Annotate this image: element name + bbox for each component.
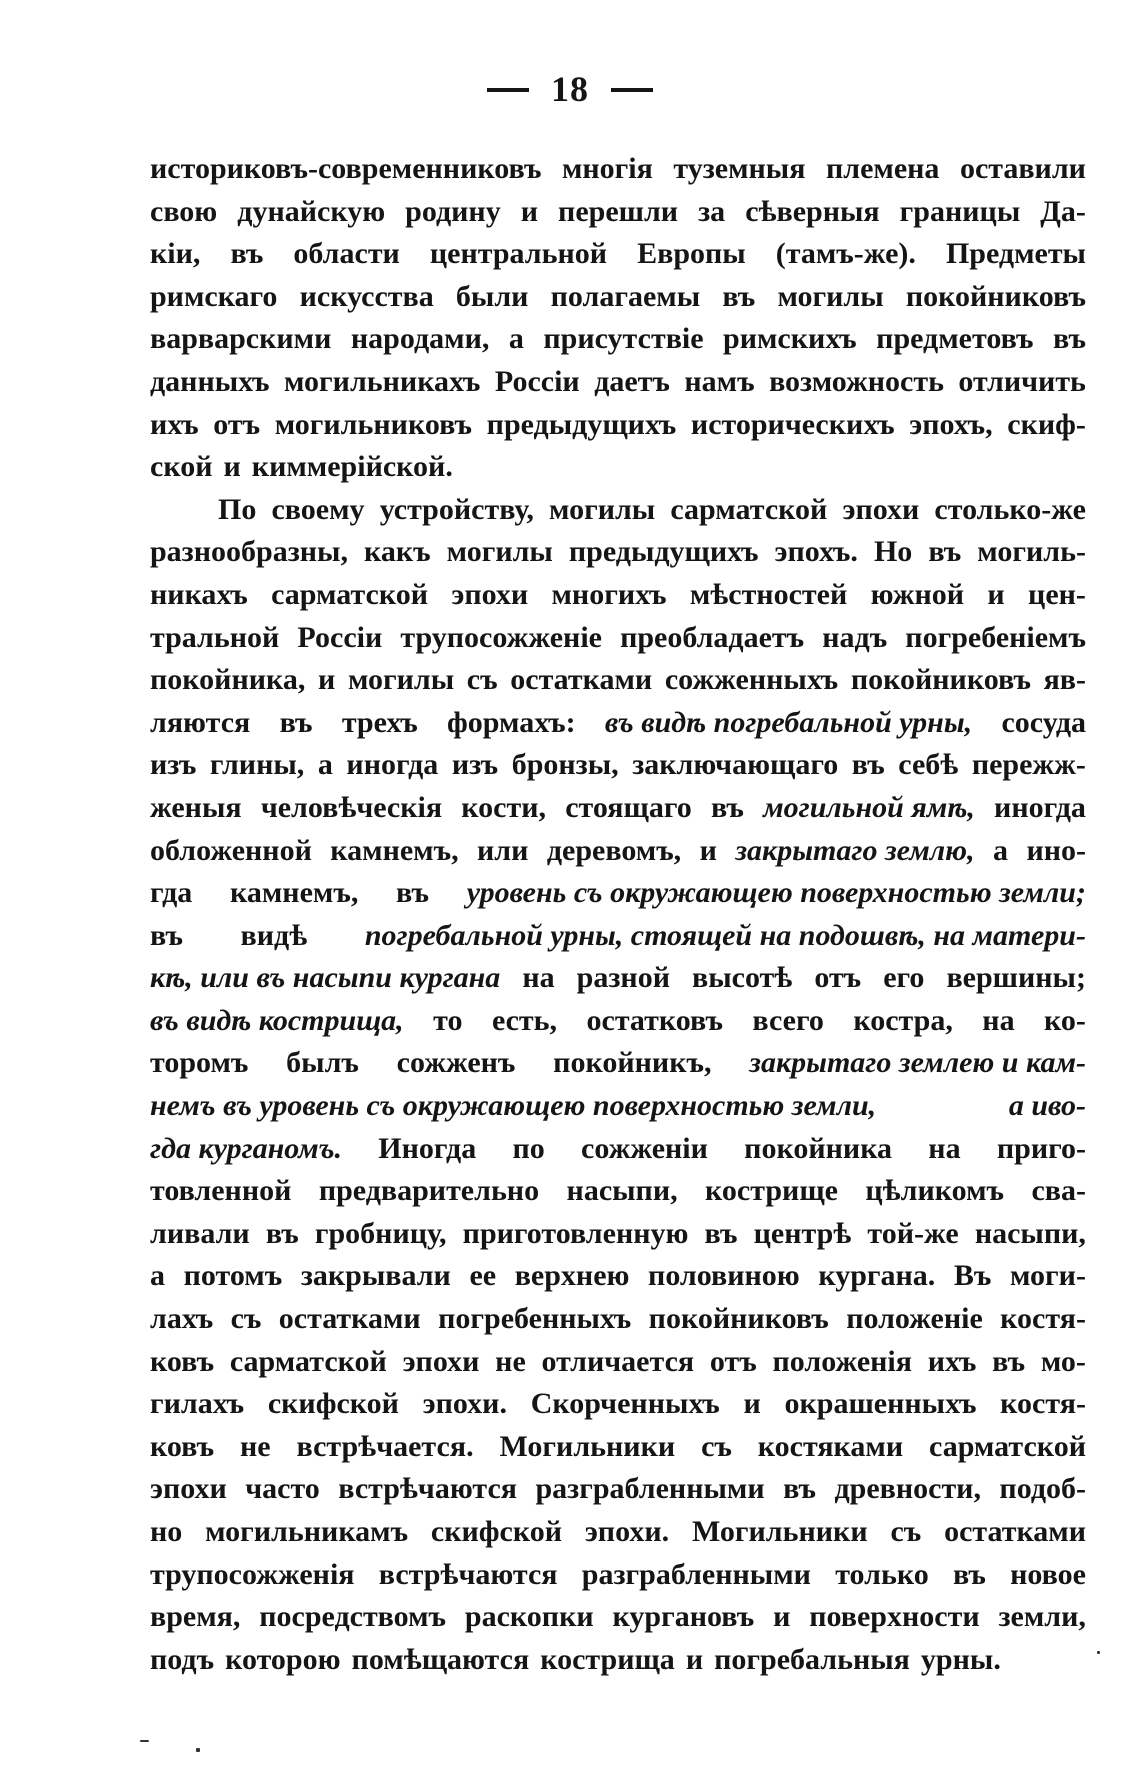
word: а: [993, 833, 1009, 867]
word: ской: [150, 450, 213, 484]
scan-speck: [1097, 1651, 1100, 1654]
italic-phrase: закрытаго землею и кам-: [749, 1046, 1086, 1080]
text-line: [150, 1639, 1086, 1682]
word: отъ: [709, 1344, 757, 1378]
text-line: [150, 1042, 1086, 1085]
word: намъ: [684, 364, 755, 398]
word: всего: [752, 1003, 824, 1037]
word: и: [520, 194, 539, 228]
word: были: [455, 279, 529, 313]
word: отличить: [958, 364, 1086, 398]
text-line: [150, 1511, 1086, 1554]
text-line: [150, 1383, 1086, 1426]
word: покойниковъ: [850, 663, 1031, 697]
text-line: [150, 659, 1086, 702]
word: преобладаетъ: [620, 620, 805, 654]
text-line: [150, 1341, 1086, 1384]
text-line: [150, 1468, 1086, 1511]
word: остатками: [510, 663, 653, 697]
word: сожженіи: [581, 1131, 708, 1165]
word: только: [835, 1557, 929, 1591]
word: торомъ: [150, 1046, 249, 1080]
word: данныхъ: [150, 364, 270, 398]
word: бронзы,: [511, 748, 619, 782]
word: могильникахъ: [284, 364, 481, 398]
word: на: [522, 961, 555, 995]
word: даетъ: [594, 364, 670, 398]
word: видѣ: [240, 918, 308, 952]
word: никахъ: [150, 577, 248, 611]
word: урны.: [920, 1642, 1001, 1676]
text-line: [150, 1000, 1086, 1043]
italic-phrase: закрытаго землю,: [735, 833, 975, 867]
text-line: [150, 1426, 1086, 1469]
word: костра,: [853, 1003, 953, 1037]
word: могиль-: [977, 535, 1086, 569]
word: полагаемы: [550, 279, 701, 313]
word: древности,: [834, 1472, 981, 1506]
word: кургановъ: [612, 1600, 755, 1634]
word: погребеніемъ: [905, 620, 1086, 654]
word: съ: [701, 1429, 732, 1463]
word: перешли: [558, 194, 679, 228]
word: эпохи.: [422, 1387, 507, 1421]
word: надъ: [822, 620, 888, 654]
word: человѣческія: [260, 790, 443, 824]
word: есть,: [491, 1003, 558, 1037]
word: сарматской: [271, 577, 429, 611]
text-line: [150, 318, 1086, 361]
word: насыпи,: [974, 1216, 1086, 1250]
text-line: [150, 404, 1086, 447]
word: эпохъ,: [909, 407, 993, 441]
word: варварскими: [150, 322, 332, 356]
word: ихъ: [150, 407, 199, 441]
word: деревомъ,: [546, 833, 682, 867]
word: въ: [1053, 322, 1086, 356]
text-line: [150, 830, 1086, 873]
word: эпохи: [451, 577, 529, 611]
word: По: [218, 492, 257, 526]
word: ино-: [1026, 833, 1086, 867]
word: подоб-: [999, 1472, 1086, 1506]
word: многихъ: [551, 577, 667, 611]
word: сарматской: [229, 1344, 387, 1378]
word: положенія: [772, 1344, 912, 1378]
word: ляются: [150, 705, 251, 739]
word: племена: [825, 152, 940, 185]
word: съ: [230, 1302, 262, 1336]
italic-phrase: погребальной урны, стоящей на подошвѣ, на матери-: [364, 918, 1086, 952]
word: мо-: [1040, 1344, 1086, 1378]
text-line: [150, 617, 1086, 660]
word: родину: [405, 194, 501, 228]
word: ее: [469, 1259, 497, 1293]
word: предыдущихъ: [486, 407, 677, 441]
word: и: [685, 1642, 704, 1676]
word: центральной: [429, 237, 608, 271]
text-line: [150, 1298, 1086, 1341]
word: разграбленными: [535, 1472, 765, 1506]
word: Въ: [953, 1259, 992, 1293]
word: остатками: [278, 1302, 421, 1336]
word: (тамъ-же).: [775, 237, 916, 271]
word: сѣверныя: [745, 194, 880, 228]
text-line: [150, 1213, 1086, 1256]
word: разной: [576, 961, 670, 995]
word: Да-: [1040, 194, 1086, 228]
word: часто: [245, 1472, 320, 1506]
word: какъ: [364, 535, 431, 569]
word: гилахъ: [150, 1387, 245, 1421]
text-line: [150, 1128, 1086, 1171]
word: встрѣчаются: [378, 1557, 558, 1591]
word: въ: [710, 790, 744, 824]
word: камнемъ,: [330, 833, 459, 867]
word: костя-: [1000, 1302, 1086, 1336]
word: Предметы: [945, 237, 1086, 271]
text-line: [150, 148, 1086, 191]
word: трехъ: [341, 705, 418, 739]
word: за: [698, 194, 726, 228]
word: Россіи: [494, 364, 580, 398]
word: римскихъ: [723, 322, 857, 356]
italic-phrase: могильной ямѣ,: [763, 790, 975, 824]
text-line: [150, 957, 1086, 1000]
word: могилы: [549, 492, 656, 526]
word: подъ: [150, 1642, 215, 1676]
word: Но: [873, 535, 913, 569]
word: той-же: [867, 1216, 959, 1250]
word: разнообразны,: [150, 535, 348, 569]
word: камнемъ,: [230, 876, 359, 910]
text-line: [150, 191, 1086, 234]
word: встрѣчается.: [296, 1429, 474, 1463]
word: но: [150, 1515, 183, 1548]
text-line: [150, 446, 1086, 489]
word: могилы: [446, 535, 553, 569]
word: по: [512, 1131, 545, 1165]
text-line: [150, 489, 1086, 532]
word: цѣликомъ: [865, 1174, 1005, 1208]
word: приго-: [996, 1131, 1086, 1165]
word: предметовъ: [876, 322, 1034, 356]
word: а: [508, 322, 524, 356]
word: себѣ: [898, 748, 959, 782]
word: въ: [928, 535, 962, 569]
word: дунайскую: [237, 194, 386, 228]
word: въ: [992, 1344, 1026, 1378]
word: эпохи: [842, 492, 920, 526]
word: тральной: [150, 620, 280, 654]
word: покойника,: [150, 663, 306, 697]
word: ко-: [1044, 1003, 1086, 1037]
word: кости,: [461, 790, 547, 824]
word: а: [150, 1259, 165, 1293]
scan-speck: [140, 1740, 149, 1742]
word: цен-: [1028, 577, 1086, 611]
word: Россіи: [297, 620, 383, 654]
word: историческихъ: [690, 407, 895, 441]
word: половиною: [648, 1259, 800, 1293]
text-line: [150, 574, 1086, 617]
word: отъ: [814, 961, 862, 995]
word: а: [317, 748, 333, 782]
text-line: [150, 872, 1086, 915]
word: покойниковъ: [905, 279, 1086, 313]
word: покойниковъ: [648, 1302, 829, 1336]
word: вершины;: [946, 961, 1086, 995]
text-line: [150, 787, 1086, 830]
word: центрѣ: [753, 1216, 852, 1250]
word: окрашенныхъ: [784, 1387, 977, 1421]
word: потомъ: [183, 1259, 283, 1293]
word: оставили: [959, 152, 1086, 185]
word: сва-: [1031, 1174, 1086, 1208]
word: въ: [851, 748, 885, 782]
word: своему: [271, 492, 365, 526]
word: погребальныя: [714, 1642, 910, 1676]
word: товленной: [150, 1174, 292, 1208]
word: иногда: [346, 748, 439, 782]
word: костя-: [1000, 1387, 1086, 1421]
text-line: [150, 361, 1086, 404]
word: скифской: [430, 1515, 563, 1548]
word: разграбленными: [581, 1557, 811, 1591]
word: могильникамъ: [205, 1515, 409, 1548]
word: границы: [899, 194, 1021, 228]
word: костяками: [757, 1429, 904, 1463]
word: раскопки: [464, 1600, 594, 1634]
word: сожженныхъ: [664, 663, 839, 697]
word: обложенной: [150, 833, 312, 867]
word: глины,: [209, 748, 305, 782]
word: области: [293, 237, 400, 271]
word: отъ: [213, 407, 261, 441]
word: покойника: [744, 1131, 893, 1165]
word: Скорченныхъ: [530, 1387, 720, 1421]
text-line: [150, 744, 1086, 787]
italic-phrase: въ видѣ погребальной урны,: [604, 705, 973, 739]
word: могилы: [347, 663, 455, 697]
word: гда: [150, 876, 193, 910]
word: и: [773, 1600, 791, 1634]
word: въ: [783, 1472, 817, 1506]
text-line: [150, 915, 1086, 958]
word: остатковъ: [586, 1003, 723, 1037]
word: на: [928, 1131, 961, 1165]
word: и: [987, 577, 1005, 611]
word: гробницу,: [314, 1216, 447, 1250]
word: поверхности: [809, 1600, 980, 1634]
word: ковъ: [150, 1429, 215, 1463]
text-line: [150, 1085, 1086, 1128]
word: предыдущихъ: [568, 535, 759, 569]
word: приготовленную: [462, 1216, 689, 1250]
italic-phrase: уровень съ окружающею поверхностью земли;: [466, 876, 1086, 910]
word: эпохи: [150, 1472, 227, 1506]
word: многія: [561, 152, 653, 185]
word: киммерійской.: [251, 450, 453, 484]
word: или: [477, 833, 529, 867]
text-line: [150, 1255, 1086, 1298]
italic-phrase: кѣ, или въ насыпи кургана: [150, 961, 501, 995]
word: ливали: [150, 1216, 250, 1250]
word: въ: [952, 1557, 986, 1591]
word: могилы: [777, 279, 884, 313]
word: Европы: [637, 237, 746, 271]
word: земли,: [998, 1600, 1086, 1634]
word: лахъ: [150, 1302, 214, 1336]
italic-phrase: а иво-: [1008, 1089, 1086, 1123]
word: присутствіе: [543, 322, 704, 356]
word: историковъ-современниковъ: [150, 152, 542, 185]
word: скиф-: [1007, 407, 1086, 441]
italic-phrase: въ видѣ кострища,: [150, 1003, 404, 1037]
word: помѣщаются: [351, 1642, 530, 1676]
text-line: [150, 1170, 1086, 1213]
word: изъ: [451, 748, 499, 782]
word: эпохи.: [584, 1515, 670, 1548]
word: изъ: [150, 748, 197, 782]
word: кострище: [705, 1174, 838, 1208]
word: Могильники: [499, 1429, 676, 1463]
text-line: [150, 276, 1086, 319]
word: и: [223, 450, 241, 484]
text-line: [150, 531, 1086, 574]
italic-phrase: гда курганомъ.: [150, 1131, 343, 1165]
word: пережж-: [971, 748, 1086, 782]
word: которою: [225, 1642, 341, 1676]
word: остатками: [944, 1515, 1086, 1548]
word: мѣстностей: [689, 577, 848, 611]
word: покойникъ,: [553, 1046, 712, 1080]
word: въ: [396, 876, 429, 910]
word: на: [982, 1003, 1015, 1037]
word: и: [699, 833, 717, 867]
word: устройству,: [379, 492, 534, 526]
word: Иногда: [378, 1131, 477, 1165]
word: ковъ: [150, 1344, 215, 1378]
word: отличается: [541, 1344, 695, 1378]
word: столько-же: [934, 492, 1086, 526]
word: не: [240, 1429, 271, 1463]
page-number: [0, 68, 1140, 110]
word: свою: [150, 194, 218, 228]
word: кострища: [540, 1642, 675, 1676]
word: его: [883, 961, 925, 995]
word: сосуда: [1001, 705, 1086, 739]
word: то: [433, 1003, 463, 1037]
word: былъ: [286, 1046, 359, 1080]
word: закрывали: [300, 1259, 451, 1293]
word: стоящаго: [565, 790, 692, 824]
scan-speck: [196, 1748, 200, 1752]
word: Могильники: [691, 1515, 868, 1548]
word: ихъ: [927, 1344, 977, 1378]
word: эпохъ.: [774, 535, 858, 569]
word: въ: [150, 918, 183, 952]
word: время,: [150, 1600, 241, 1634]
word: скифской: [267, 1387, 399, 1421]
word: эпохи: [402, 1344, 480, 1378]
word: въ: [704, 1216, 738, 1250]
word: въ: [279, 705, 313, 739]
word: верхнею: [514, 1259, 630, 1293]
word: римскаго: [150, 279, 278, 313]
word: насыпи,: [566, 1174, 678, 1208]
text-line: [150, 1554, 1086, 1597]
text-line: [150, 233, 1086, 276]
word: могильниковъ: [274, 407, 473, 441]
word: сожженъ: [396, 1046, 516, 1080]
word: сарматской: [670, 492, 828, 526]
word: не: [495, 1344, 526, 1378]
page-number-left-dash: [487, 88, 529, 92]
word: сарматской: [929, 1429, 1086, 1463]
word: встрѣчаются: [338, 1472, 518, 1506]
word: и: [743, 1387, 761, 1421]
word: кургана.: [818, 1259, 936, 1293]
word: трупосожженіе: [400, 620, 602, 654]
page-number-right-dash: [611, 88, 653, 92]
word: заключающаго: [632, 748, 839, 782]
word: въ: [230, 237, 264, 271]
word: женыя: [150, 790, 242, 824]
word: возможность: [769, 364, 944, 398]
word: яв-: [1043, 663, 1086, 697]
word: съ: [466, 663, 498, 697]
word: предварительно: [318, 1174, 540, 1208]
word: новое: [1010, 1557, 1086, 1591]
word: погребенныхъ: [438, 1302, 632, 1336]
word: кіи,: [150, 237, 201, 271]
italic-phrase: немъ въ уровень съ окружающею поверхностью земли,: [150, 1089, 877, 1123]
word: моги-: [1010, 1259, 1086, 1293]
word: туземныя: [673, 152, 806, 185]
word: народами,: [350, 322, 490, 356]
text-line: [150, 702, 1086, 745]
word: иногда: [994, 790, 1086, 824]
word: искусства: [299, 279, 434, 313]
word: въ: [722, 279, 756, 313]
word: формахъ:: [447, 705, 576, 739]
word: трупосожженія: [150, 1557, 355, 1591]
word: посредствомъ: [259, 1600, 447, 1634]
word: съ: [890, 1515, 922, 1548]
word: высотѣ: [692, 961, 793, 995]
word: положеніе: [846, 1302, 983, 1336]
text-line: [150, 1596, 1086, 1639]
page-number-value: 18: [551, 69, 589, 109]
body-text: [150, 148, 1086, 1681]
word: южной: [870, 577, 965, 611]
word: и: [318, 663, 336, 697]
word: въ: [265, 1216, 299, 1250]
